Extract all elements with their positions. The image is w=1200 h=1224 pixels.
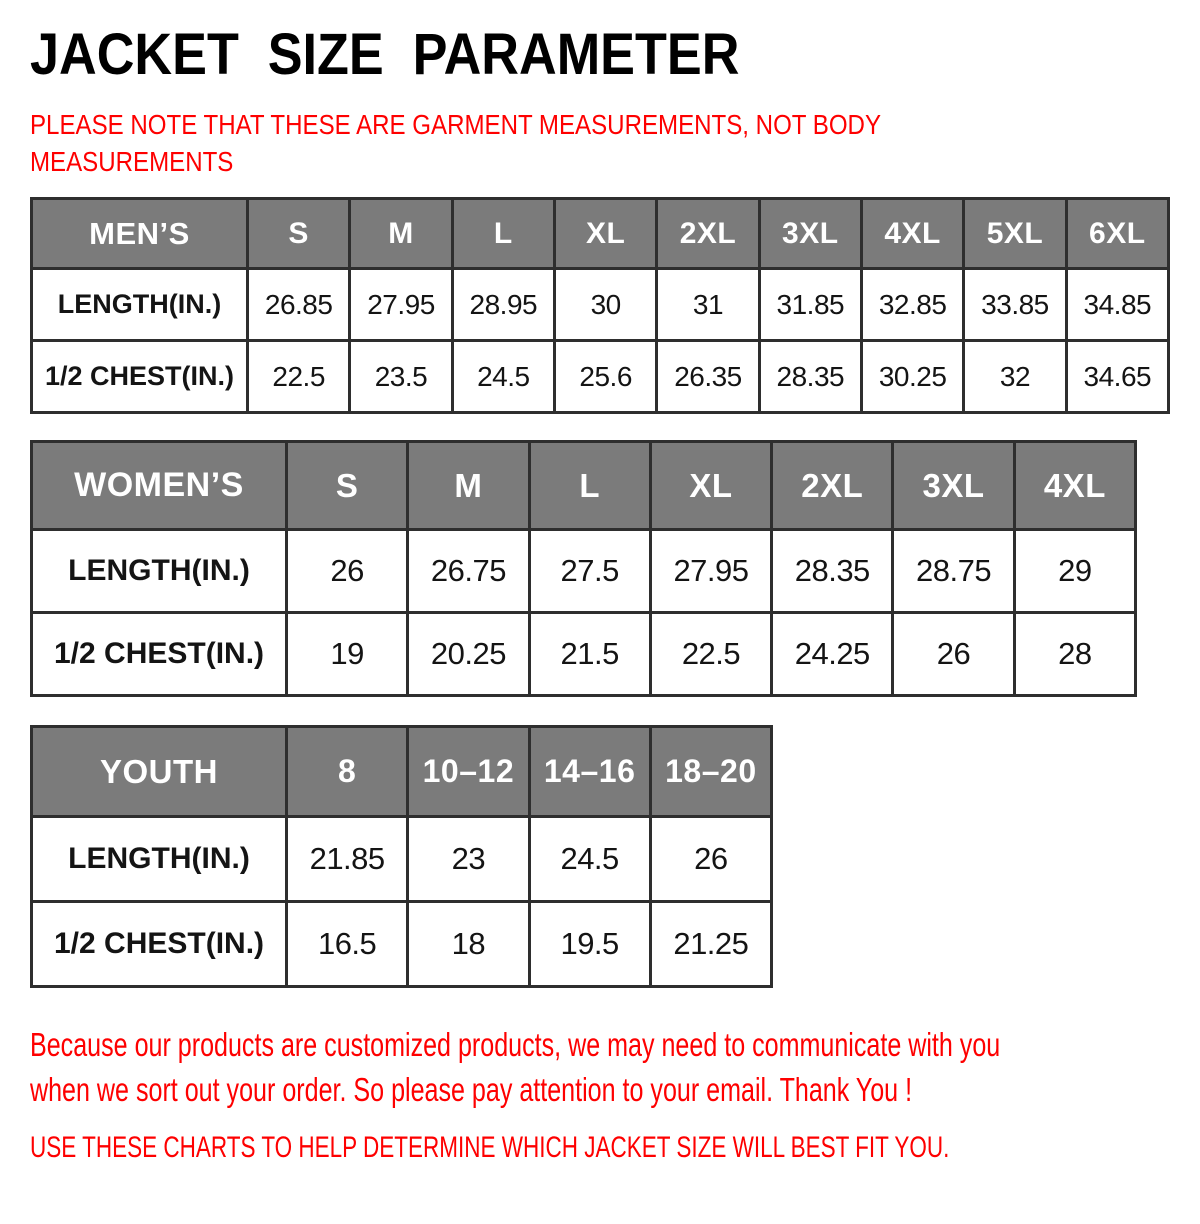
value-cell: 25.6 bbox=[554, 341, 656, 413]
group-name-cell: YOUTH bbox=[32, 727, 287, 817]
table-row bbox=[32, 341, 1169, 413]
value-cell: 32.85 bbox=[861, 269, 963, 341]
value-cell: 30.25 bbox=[861, 341, 963, 413]
value-cell: 19.5 bbox=[529, 902, 650, 987]
value-cell: 22.5 bbox=[650, 613, 771, 696]
value-cell: 23.5 bbox=[350, 341, 452, 413]
size-header-cell: 3XL bbox=[759, 199, 861, 269]
size-header-cell: 4XL bbox=[1014, 442, 1135, 530]
value-cell: 27.95 bbox=[650, 530, 771, 613]
measure-label-cell: 1/2 CHEST(IN.) bbox=[32, 902, 287, 987]
value-cell: 24.5 bbox=[452, 341, 554, 413]
value-cell: 23 bbox=[408, 817, 529, 902]
value-cell: 26 bbox=[893, 613, 1014, 696]
custom-products-line1: Because our products are customized products, we may need to communicate with you bbox=[30, 1026, 1001, 1063]
value-cell: 22.5 bbox=[248, 341, 350, 413]
size-header-cell: L bbox=[529, 442, 650, 530]
value-cell: 16.5 bbox=[287, 902, 408, 987]
value-cell: 26.75 bbox=[408, 530, 529, 613]
size-header-cell: 4XL bbox=[861, 199, 963, 269]
value-cell: 20.25 bbox=[408, 613, 529, 696]
womens-size-table bbox=[30, 440, 1137, 697]
tables-section bbox=[30, 197, 1174, 988]
value-cell: 31 bbox=[657, 269, 759, 341]
size-header-cell: M bbox=[408, 442, 529, 530]
value-cell: 29 bbox=[1014, 530, 1135, 613]
table-row bbox=[32, 817, 772, 902]
value-cell: 26.85 bbox=[248, 269, 350, 341]
value-cell: 26.35 bbox=[657, 341, 759, 413]
garment-note-line1: PLEASE NOTE THAT THESE ARE GARMENT MEASUREMENTS, NOT BODY bbox=[30, 109, 882, 140]
fit-advice-line: USE THESE CHARTS TO HELP DETERMINE WHICH JACKET SIZE WILL BEST FIT YOU. bbox=[30, 1131, 950, 1164]
table-row bbox=[32, 269, 1169, 341]
garment-note-line2: MEASUREMENTS bbox=[30, 146, 234, 177]
measure-label-cell: LENGTH(IN.) bbox=[32, 817, 287, 902]
group-name-cell: WOMEN’S bbox=[32, 442, 287, 530]
value-cell: 32 bbox=[964, 341, 1066, 413]
size-chart-page bbox=[0, 24, 1200, 1168]
size-header-cell: 18–20 bbox=[650, 727, 771, 817]
measure-label-cell: LENGTH(IN.) bbox=[32, 530, 287, 613]
table-row bbox=[32, 902, 772, 987]
custom-products-line2: when we sort out your order. So please pay attention to your email. Thank You ! bbox=[30, 1071, 913, 1108]
value-cell: 24.5 bbox=[529, 817, 650, 902]
size-header-cell: 10–12 bbox=[408, 727, 529, 817]
size-header-cell: 2XL bbox=[772, 442, 893, 530]
page-title: JACKET SIZE PARAMETER bbox=[30, 22, 740, 87]
value-cell: 28.35 bbox=[772, 530, 893, 613]
group-name-cell: MEN’S bbox=[32, 199, 248, 269]
value-cell: 21.85 bbox=[287, 817, 408, 902]
value-cell: 28.35 bbox=[759, 341, 861, 413]
value-cell: 28 bbox=[1014, 613, 1135, 696]
value-cell: 27.5 bbox=[529, 530, 650, 613]
value-cell: 27.95 bbox=[350, 269, 452, 341]
measure-label-cell: 1/2 CHEST(IN.) bbox=[32, 613, 287, 696]
size-header-cell: XL bbox=[554, 199, 656, 269]
mens-size-table bbox=[30, 197, 1170, 414]
fit-advice-note bbox=[30, 1128, 1174, 1168]
youth-size-table bbox=[30, 725, 773, 988]
size-header-cell: 5XL bbox=[964, 199, 1066, 269]
measure-label-cell: LENGTH(IN.) bbox=[32, 269, 248, 341]
garment-measurement-note bbox=[30, 106, 1174, 180]
value-cell: 30 bbox=[554, 269, 656, 341]
value-cell: 33.85 bbox=[964, 269, 1066, 341]
size-header-cell: M bbox=[350, 199, 452, 269]
size-header-cell: L bbox=[452, 199, 554, 269]
size-header-cell: S bbox=[287, 442, 408, 530]
value-cell: 24.25 bbox=[772, 613, 893, 696]
custom-products-note bbox=[30, 1022, 1174, 1112]
size-header-cell: 14–16 bbox=[529, 727, 650, 817]
size-header-cell: XL bbox=[650, 442, 771, 530]
value-cell: 28.95 bbox=[452, 269, 554, 341]
value-cell: 26 bbox=[287, 530, 408, 613]
size-header-cell: S bbox=[248, 199, 350, 269]
value-cell: 31.85 bbox=[759, 269, 861, 341]
size-header-cell: 8 bbox=[287, 727, 408, 817]
value-cell: 26 bbox=[650, 817, 771, 902]
measure-label-cell: 1/2 CHEST(IN.) bbox=[32, 341, 248, 413]
value-cell: 19 bbox=[287, 613, 408, 696]
size-header-cell: 3XL bbox=[893, 442, 1014, 530]
value-cell: 21.5 bbox=[529, 613, 650, 696]
value-cell: 34.85 bbox=[1066, 269, 1168, 341]
table-row bbox=[32, 613, 1136, 696]
size-header-cell: 2XL bbox=[657, 199, 759, 269]
value-cell: 28.75 bbox=[893, 530, 1014, 613]
table-row bbox=[32, 530, 1136, 613]
value-cell: 18 bbox=[408, 902, 529, 987]
value-cell: 21.25 bbox=[650, 902, 771, 987]
value-cell: 34.65 bbox=[1066, 341, 1168, 413]
size-header-cell: 6XL bbox=[1066, 199, 1168, 269]
